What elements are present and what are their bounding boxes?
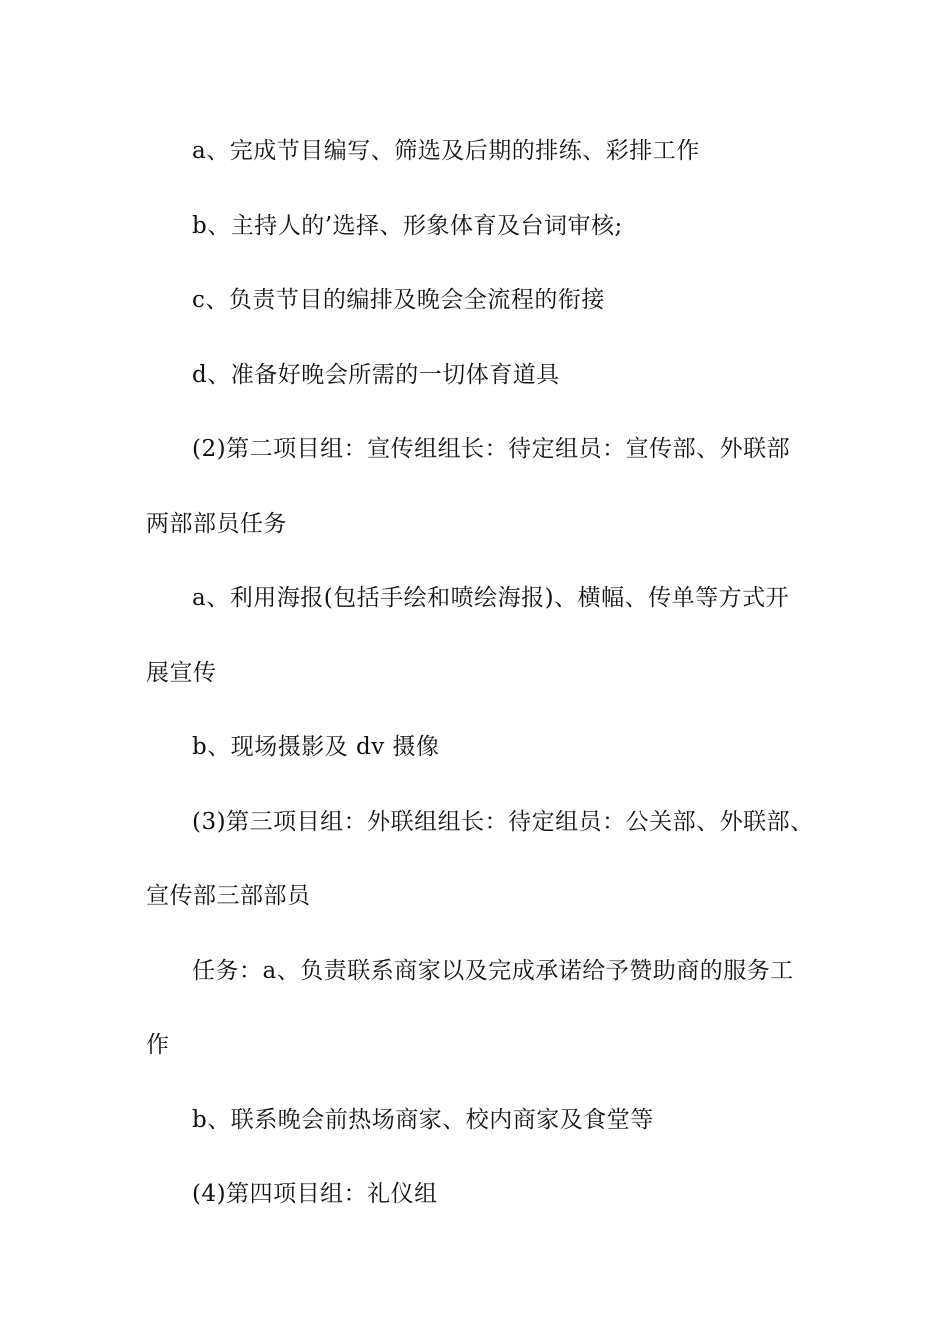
text-line: (4)第四项目组：礼仪组 bbox=[192, 1181, 438, 1207]
text-line: b、联系晚会前热场商家、校内商家及食堂等 bbox=[192, 1106, 654, 1133]
text-line: 展宣传 bbox=[146, 659, 217, 686]
text-line: a、利用海报(包括手绘和喷绘海报)、横幅、传单等方式开 bbox=[192, 585, 790, 611]
text-line: (2)第二项目组：宣传组组长：待定组员：宣传部、外联部 bbox=[192, 436, 791, 462]
text-line: a、完成节目编写、筛选及后期的排练、彩排工作 bbox=[192, 138, 700, 164]
text-line: c、负责节目的编排及晚会全流程的衔接 bbox=[192, 287, 605, 313]
text-line: 两部部员任务 bbox=[146, 510, 287, 537]
text-line: d、准备好晚会所需的一切体育道具 bbox=[192, 361, 560, 388]
document-body bbox=[146, 132, 836, 1250]
text-line: b、现场摄影及 dv 摄像 bbox=[192, 734, 440, 760]
text-line: 任务：a、负责联系商家以及完成承诺给予赞助商的服务工 bbox=[192, 957, 794, 984]
text-line: 宣传部三部部员 bbox=[146, 883, 311, 909]
text-line: (3)第三项目组：外联组组长：待定组员：公关部、外联部、 bbox=[192, 808, 814, 835]
text-line: 作 bbox=[146, 1032, 170, 1058]
text-line: b、主持人的’选择、形象体育及台词审核; bbox=[192, 212, 623, 239]
